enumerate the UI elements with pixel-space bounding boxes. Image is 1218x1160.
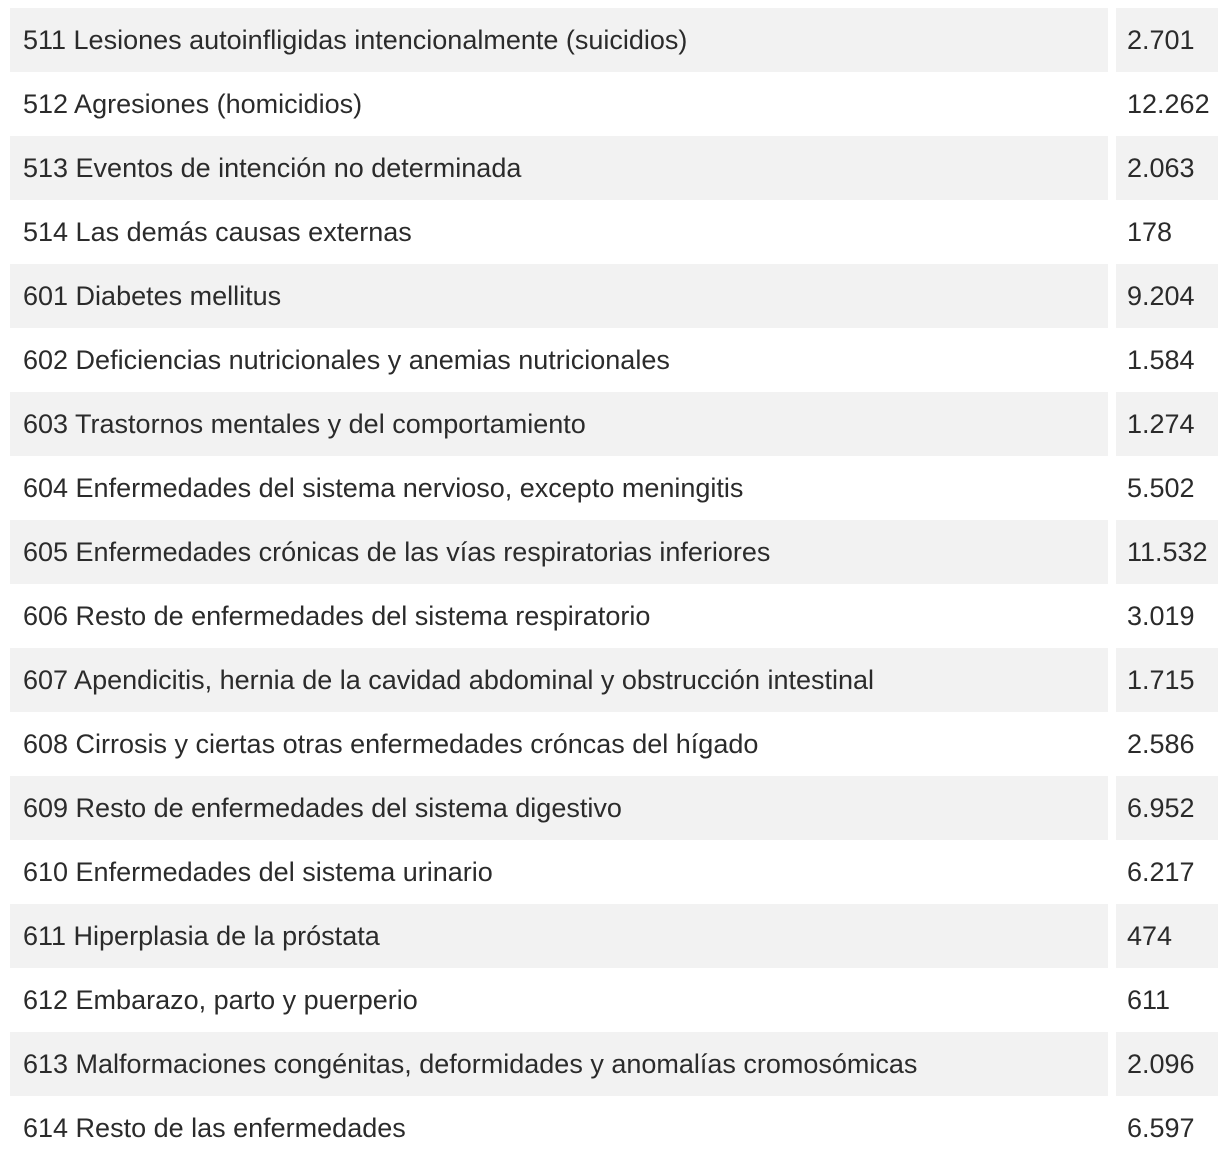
table-row (10, 840, 1218, 904)
cause-count-cell: 11.532 (1116, 520, 1218, 584)
table-row (10, 264, 1218, 328)
table-row (10, 456, 1218, 520)
cause-count-cell: 2.096 (1116, 1032, 1218, 1096)
cause-count-cell: 2.701 (1116, 8, 1218, 72)
cause-count-cell: 6.217 (1127, 856, 1195, 887)
cause-name-cell: 602 Deficiencias nutricionales y anemias nutricionales (23, 344, 670, 375)
table-row (10, 136, 1218, 200)
cause-count-cell: 474 (1116, 904, 1218, 968)
cause-count-cell: 611 (1127, 984, 1171, 1015)
table-row (10, 968, 1218, 1032)
causes-of-death-table (10, 8, 1218, 1160)
table-row (10, 520, 1218, 584)
table-row (10, 200, 1218, 264)
cause-name-cell: 610 Enfermedades del sistema urinario (23, 856, 493, 887)
table-row (10, 1096, 1218, 1160)
table-row (10, 712, 1218, 776)
cause-name-cell: 604 Enfermedades del sistema nervioso, excepto meningitis (23, 472, 744, 503)
cause-count-cell: 1.274 (1116, 392, 1218, 456)
table-row (10, 584, 1218, 648)
cause-name-cell: 611 Hiperplasia de la próstata (10, 904, 1108, 968)
cause-count-cell: 178 (1127, 216, 1173, 247)
cause-count-cell: 1.715 (1116, 648, 1218, 712)
table-row (10, 8, 1218, 72)
table-row (10, 648, 1218, 712)
cause-name-cell: 609 Resto de enfermedades del sistema digestivo (10, 776, 1108, 840)
cause-count-cell: 9.204 (1116, 264, 1218, 328)
cause-count-cell: 3.019 (1127, 600, 1195, 631)
cause-count-cell: 6.952 (1116, 776, 1218, 840)
cause-name-cell: 605 Enfermedades crónicas de las vías respiratorias inferiores (10, 520, 1108, 584)
cause-count-cell: 5.502 (1127, 472, 1195, 503)
cause-name-cell: 608 Cirrosis y ciertas otras enfermedades cróncas del hígado (23, 728, 759, 759)
cause-name-cell: 614 Resto de las enfermedades (23, 1112, 406, 1143)
table-row (10, 776, 1218, 840)
cause-count-cell: 12.262 (1127, 88, 1210, 119)
cause-name-cell: 514 Las demás causas externas (23, 216, 412, 247)
cause-count-cell: 1.584 (1127, 344, 1195, 375)
cause-name-cell: 601 Diabetes mellitus (10, 264, 1108, 328)
table-row (10, 72, 1218, 136)
table-row (10, 328, 1218, 392)
cause-name-cell: 607 Apendicitis, hernia de la cavidad abdominal y obstrucción intestinal (10, 648, 1108, 712)
cause-name-cell: 606 Resto de enfermedades del sistema respiratorio (23, 600, 651, 631)
cause-name-cell: 511 Lesiones autoinfligidas intencionalmente (suicidios) (10, 8, 1108, 72)
table-row (10, 1032, 1218, 1096)
cause-count-cell: 2.063 (1116, 136, 1218, 200)
cause-count-cell: 6.597 (1127, 1112, 1195, 1143)
cause-name-cell: 612 Embarazo, parto y puerperio (23, 984, 418, 1015)
table-row (10, 904, 1218, 968)
cause-name-cell: 513 Eventos de intención no determinada (10, 136, 1108, 200)
cause-count-cell: 2.586 (1127, 728, 1195, 759)
cause-name-cell: 512 Agresiones (homicidios) (23, 88, 363, 119)
cause-name-cell: 613 Malformaciones congénitas, deformidades y anomalías cromosómicas (10, 1032, 1108, 1096)
table-row (10, 392, 1218, 456)
cause-name-cell: 603 Trastornos mentales y del comportamiento (10, 392, 1108, 456)
